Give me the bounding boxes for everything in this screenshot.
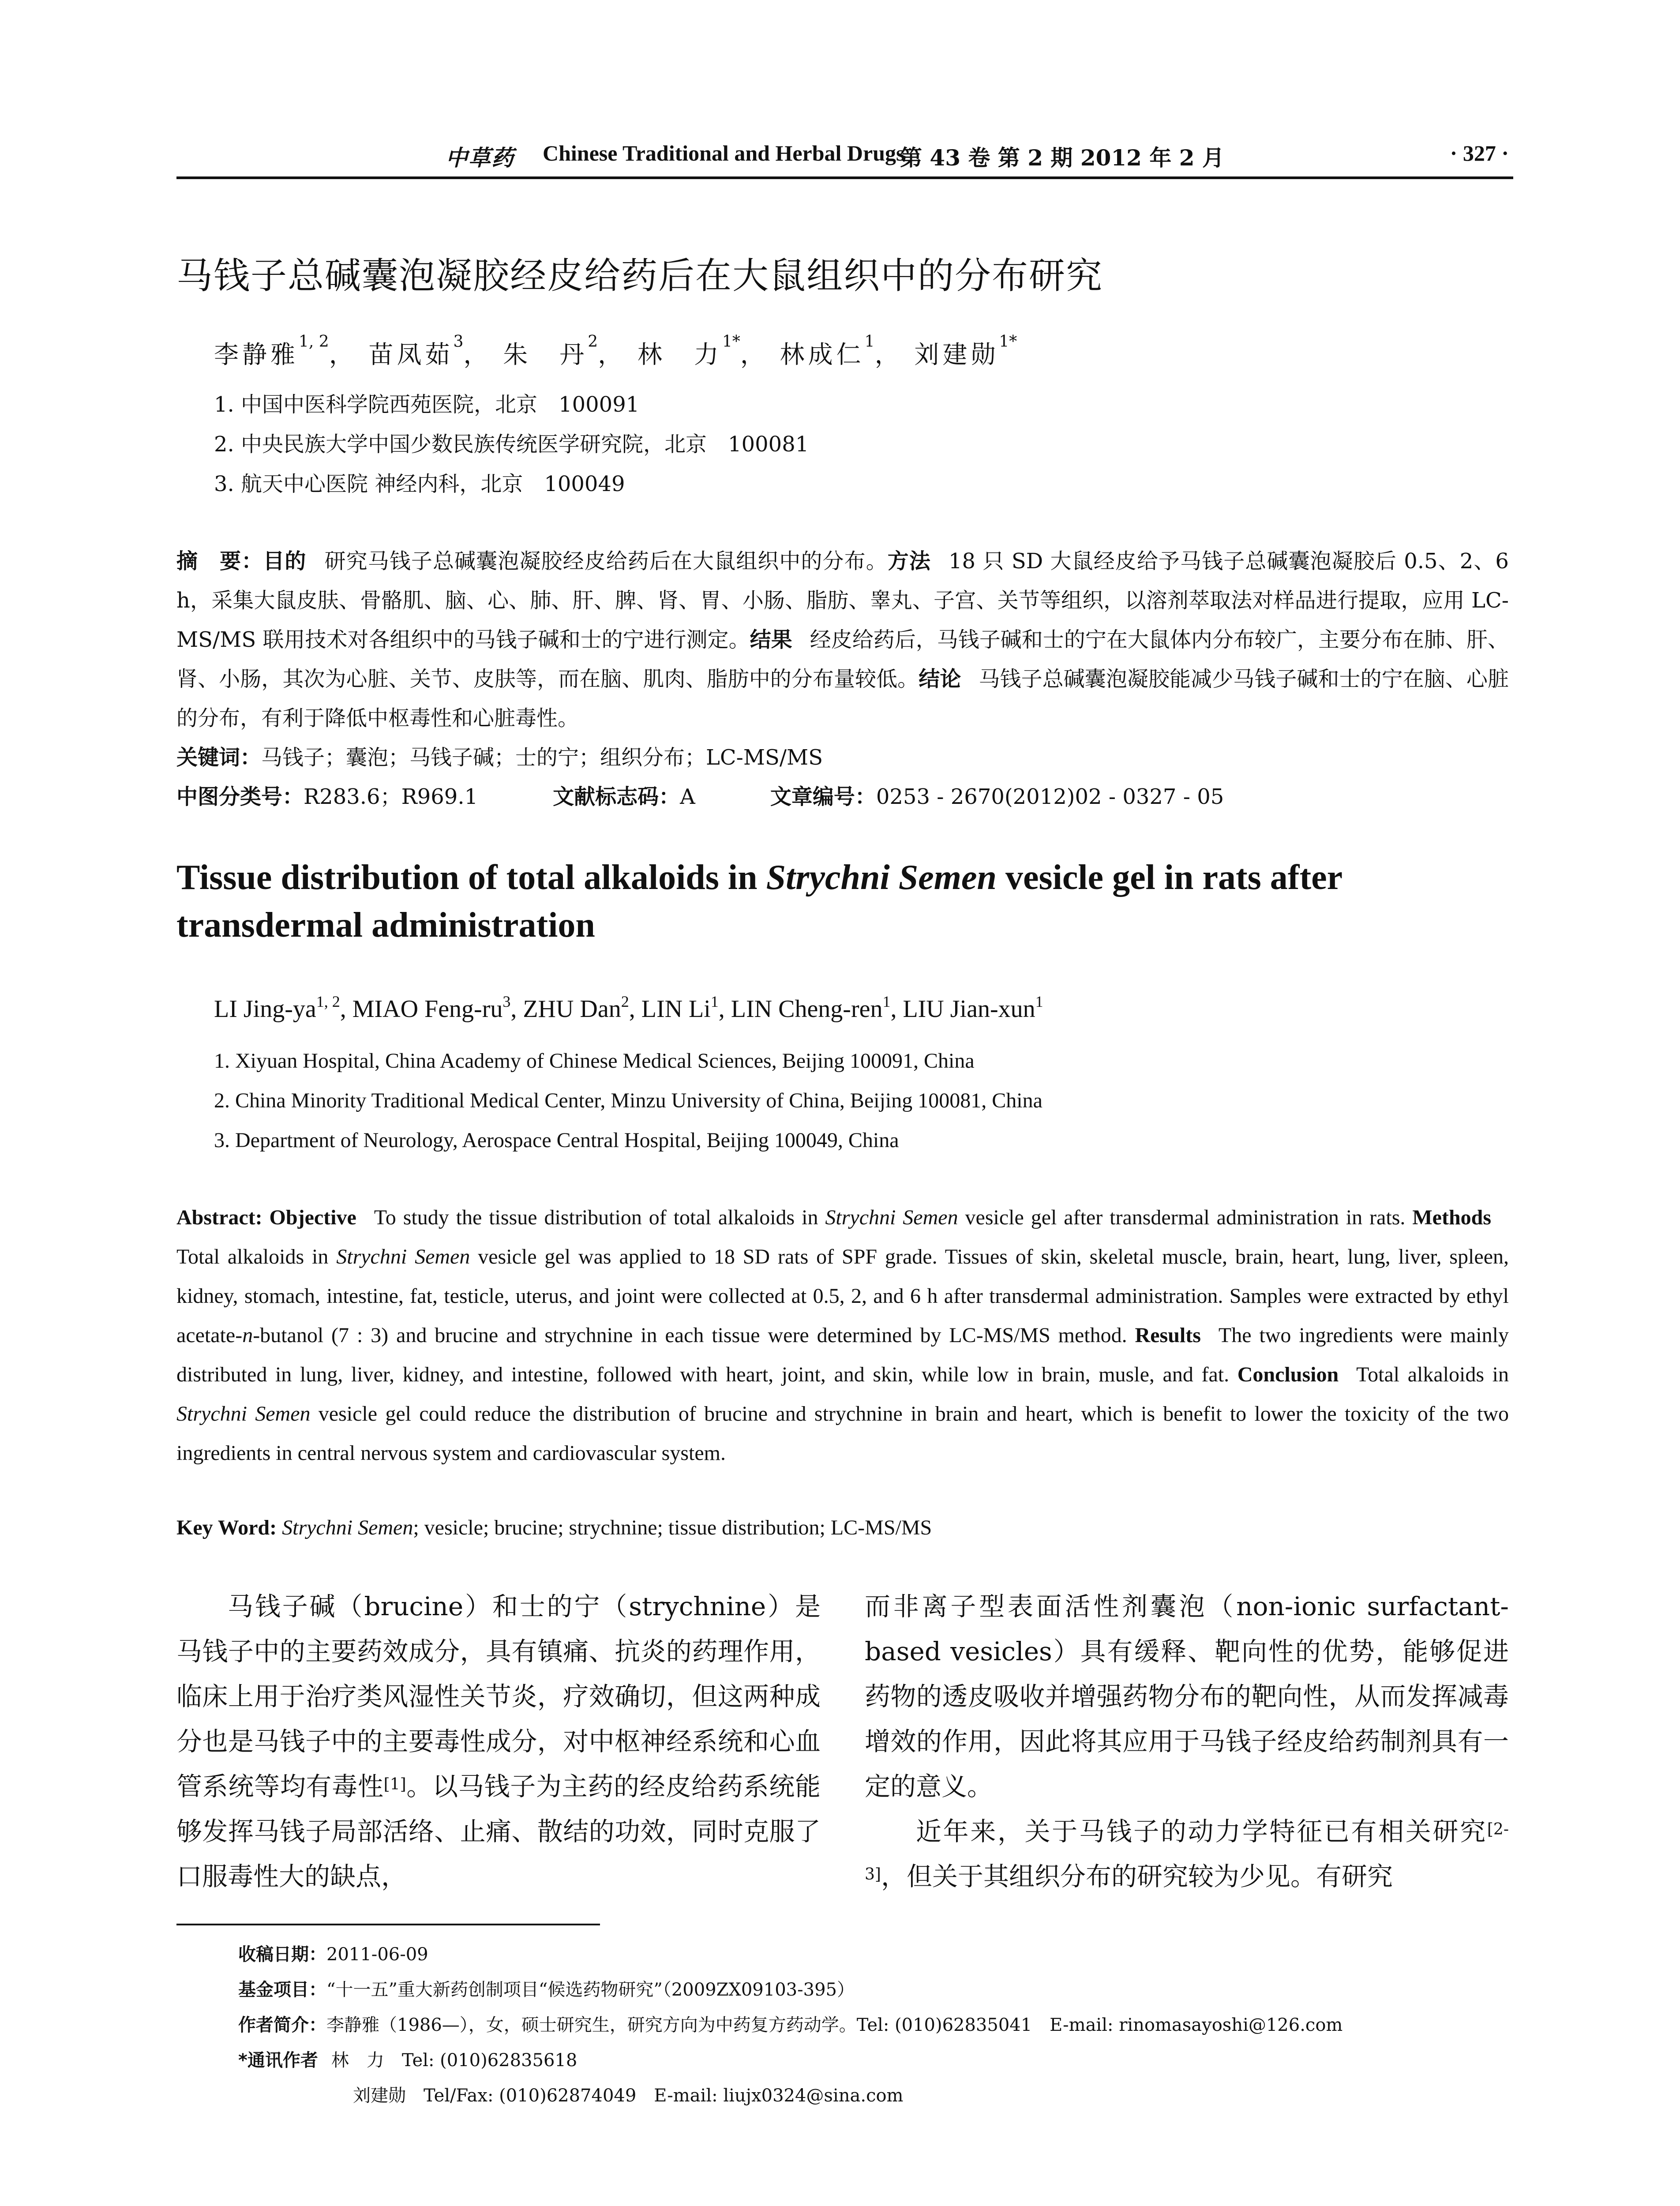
keywords-italic: Strychni Semen — [282, 1516, 413, 1539]
results-label-en: Results — [1135, 1324, 1201, 1347]
footnote-fund — [238, 1976, 855, 2001]
bio-text: 李静雅（1986—），女，硕士研究生，研究方向为中药复方药动学。Tel: (010)62835041 E-mail: rinomasayoshi@126.com — [326, 2015, 1343, 2035]
title-chinese: 马钱子总碱囊泡凝胶经皮给药后在大鼠组织中的分布研究 — [176, 255, 1103, 297]
species-italic: Strychni Semen — [176, 1402, 311, 1426]
received-date: 2011-06-09 — [326, 1944, 428, 1965]
authors-chinese: 李静雅$^{1, 2}$， 苗凤茹$^3$， 朱 丹$^2$， 林 力$^{1*}$， 林成仁$^1$， 刘建勋$^{1*}$ — [214, 333, 1017, 369]
affiliation-en-3: 3. Department of Neurology, Aerospace Central Hospital, Beijing 100049, China — [214, 1129, 899, 1152]
abstract-chinese — [176, 542, 1509, 738]
affiliation-cn-2: 2. 中央民族大学中国少数民族传统医学研究院，北京 100081 — [214, 432, 809, 457]
body-column-left — [176, 1584, 821, 1899]
body-paragraph — [865, 1809, 1509, 1899]
keywords-text-cn: 马钱子；囊泡；马钱子碱；士的宁；组织分布；LC-MS/MS — [261, 745, 823, 770]
results-text-en: The two ingredients were mainly distributed in lung, liver, kidney, and intestine, followed with heart, joint, and skin, while low in brain, musle, and fat. — [176, 1324, 1509, 1386]
methods-text-cn: 18 只 SD 大鼠经皮给予马钱子总碱囊泡凝胶后 0.5、2、6 h，采集大鼠皮肤、骨骼肌、脑、心、肺、肝、脾、肾、胃、小肠、脂肪、睾丸、子宫、关节等组织，以溶剂萃取法对样品进行提取，应用 LC-MS/MS 联用技术对各组织中的马钱子碱和士的宁进行测定。 — [176, 549, 1509, 652]
methods-text-en-c: -butanol (7 : 3) and brucine and strychnine in each tissue were determined by LC-MS/MS method. — [253, 1324, 1127, 1347]
affiliation-en-2: 2. China Minority Traditional Medical Center, Minzu University of China, Beijing 100081, China — [214, 1089, 1042, 1112]
affiliation-cn-1: 1. 中国中医科学院西苑医院，北京 100091 — [214, 392, 640, 417]
fund-label: 基金项目： — [238, 1980, 326, 2000]
author-affil-sup: 1, 2 — [299, 333, 329, 351]
author-affil-sup: 2 — [621, 993, 629, 1010]
author-name: 林成仁 — [780, 341, 865, 369]
methods-text-en: Total alkaloids in — [176, 1245, 337, 1268]
received-label: 收稿日期： — [238, 1944, 326, 1965]
keywords-text-en: ; vesicle; brucine; strychnine; tissue distribution; LC-MS/MS — [413, 1516, 932, 1539]
objective-text-cn: 研究马钱子总碱囊泡凝胶经皮给药后在大鼠组织中的分布。 — [324, 549, 888, 574]
objective-text-en-b: vesicle gel after transdermal administration in rats. — [958, 1206, 1406, 1229]
author-name-en: LIN Li — [641, 995, 711, 1023]
title-en-part1: Tissue distribution of total alkaloids in — [176, 858, 766, 897]
keywords-english — [176, 1516, 932, 1540]
body-text: 。以马钱子为主药的经皮给药系统能够发挥马钱子局部活络、止痛、散结的功效，同时克服了口服毒性大的缺点， — [176, 1771, 821, 1891]
author-affil-sup: 3 — [453, 333, 464, 351]
abstract-english — [176, 1198, 1509, 1473]
page-number: · 327 · — [1450, 141, 1509, 165]
author-affil-sup: 1 — [1035, 993, 1043, 1010]
objective-label-en: Objective — [269, 1206, 356, 1229]
conclusion-text-en-b: vesicle gel could reduce the distribution of brucine and strychnine in brain and heart, which is benefit to lower the toxicity of the two ingredients in central nervous system and cardiovascular system. — [176, 1402, 1509, 1465]
author-name: 苗凤茹 — [368, 341, 454, 369]
bio-label: 作者简介： — [238, 2015, 326, 2035]
keywords-chinese — [176, 738, 1509, 777]
conclusion-label-en: Conclusion — [1237, 1363, 1339, 1386]
footnote-author-bio — [238, 2011, 1342, 2036]
author-name-en: MIAO Feng-ru — [352, 995, 503, 1023]
citation-ref[interactable]: [1] — [383, 1775, 406, 1793]
body-text: 马钱子碱（brucine）和士的宁（strychnine）是马钱子中的主要药效成分，具有镇痛、抗炎的药理作用，临床上用于治疗类风湿性关节炎，疗效确切，但这两种成分也是马钱子中的主要毒性成分，对中枢神经系统和心血管系统等均有毒性 — [176, 1591, 821, 1801]
author-affil-sup: 1 — [864, 333, 875, 351]
header-rule — [176, 176, 1513, 179]
objective-text-en: To study the tissue distribution of total alkaloids in — [374, 1206, 825, 1229]
author-name-en: LI Jing-ya — [214, 995, 316, 1023]
article-id-value: 0253 - 2670(2012)02 - 0327 - 05 — [876, 784, 1224, 809]
results-text-cn: 经皮给药后，马钱子碱和士的宁在大鼠体内分布较广，主要分布在肺、肝、肾、小肠，其次为心脏、关节、皮肤等，而在脑、肌肉、脂肪中的分布量较低。 — [176, 627, 1509, 691]
conclusion-label-cn: 结论 — [919, 667, 961, 691]
author-name: 李静雅 — [214, 341, 299, 369]
author-affil-sup: 1* — [722, 333, 740, 351]
author-affil-sup: 2 — [588, 333, 598, 351]
n-italic: n — [242, 1324, 253, 1347]
methods-text-en-b: vesicle gel was applied to 18 SD rats of SPF grade. Tissues of skin, skeletal muscle, brain, heart, lung, liver, spleen, kidney, stomach, intestine, fat, testicle, uterus, and joint were collected at 0.5, 2, and 6 h after transdermal administration. Samples were extracted by ethyl acetate- — [176, 1245, 1509, 1347]
conclusion-text-cn: 马钱子总碱囊泡凝胶能减少马钱子碱和士的宁在脑、心脏的分布，有利于降低中枢毒性和心脏毒性。 — [176, 667, 1509, 731]
title-en-part2: vesicle gel in rats after transdermal administration — [176, 858, 1342, 945]
title-en-italic: Strychni Semen — [766, 858, 997, 897]
methods-label-en: Methods — [1412, 1206, 1492, 1229]
abstract-label-cn: 摘 要： — [176, 549, 263, 574]
footnote-rule — [176, 1924, 600, 1925]
footnote-received — [238, 1940, 428, 1966]
clc-label: 中图分类号： — [176, 784, 304, 809]
objective-label-cn: 目的 — [263, 549, 307, 574]
article-id-label: 文章编号： — [770, 784, 876, 809]
keywords-label-en: Key Word: — [176, 1516, 282, 1539]
results-label-cn: 结果 — [750, 627, 792, 652]
footnote-corresponding-2: 刘建勋 Tel/Fax: (010)62874049 E-mail: liujx0324@sina.com — [353, 2086, 904, 2106]
classification-line — [176, 777, 1509, 817]
affiliation-en-1: 1. Xiyuan Hospital, China Academy of Chinese Medical Sciences, Beijing 100091, China — [214, 1049, 975, 1073]
title-english — [176, 854, 1500, 949]
author-name-en: ZHU Dan — [523, 995, 621, 1023]
fund-text: “十一五”重大新药创制项目“候选药物研究”（2009ZX09103-395） — [326, 1980, 855, 2000]
doc-code-label: 文献标志码： — [553, 784, 680, 809]
author-name: 朱 丹 — [503, 341, 588, 369]
journal-name: Chinese Traditional and Herbal Drugs — [543, 141, 905, 165]
keywords-label-cn: 关键词： — [176, 745, 262, 770]
author-affil-sup: 1 — [710, 993, 719, 1010]
methods-label-cn: 方法 — [887, 549, 931, 574]
corr-author-1: 林 力 Tel: (010)62835618 — [331, 2050, 578, 2071]
conclusion-text-en: Total alkaloids in — [1356, 1363, 1509, 1386]
body-paragraph — [176, 1584, 821, 1899]
body-paragraph: 而非离子型表面活性剂囊泡（non-ionic surfactant-based vesicles）具有缓释、靶向性的优势，能够促进药物的透皮吸收并增强药物分布的靶向性，从而发挥减毒增效的作用，因此将其应用于马钱子经皮给药制剂具有一定的意义。 — [865, 1591, 1509, 1801]
author-affil-sup: 3 — [502, 993, 511, 1010]
species-italic: Strychni Semen — [825, 1206, 958, 1229]
author-affil-sup: 1* — [999, 333, 1017, 351]
issue-info: 第 43 卷 第 2 期 2012 年 2 月 — [900, 145, 1224, 171]
author-name: 刘建勋 — [914, 341, 999, 369]
journal-brand: 中草药 — [446, 145, 514, 171]
citation-ref[interactable]: [2-3] — [865, 1820, 1509, 1883]
affiliation-cn-3: 3. 航天中心医院 神经内科，北京 100049 — [214, 472, 625, 496]
author-affil-sup: 1 — [882, 993, 891, 1010]
body-text: 近年来，关于马钱子的动力学特征已有相关研究 — [916, 1816, 1487, 1846]
authors-english: LI Jing-ya$^{1, 2}$, MIAO Feng-$ru^3$, ZHU Dan$^2$, LIN Li$^1$, LIN Cheng-ren$^1$, LIU Jian-xun$^1$ — [214, 993, 1043, 1023]
species-italic: Strychni Semen — [336, 1245, 470, 1268]
author-name-en: LIU Jian-xun — [903, 995, 1035, 1023]
author-name: 林 力 — [637, 341, 722, 369]
running-header — [176, 140, 1509, 176]
corr-label: *通讯作者 — [238, 2050, 318, 2071]
author-affil-sup: 1, 2 — [316, 993, 340, 1010]
body-text: ，但关于其组织分布的研究较为少见。有研究 — [881, 1861, 1393, 1891]
abstract-label-en: Abstract: — [176, 1206, 270, 1229]
clc-value: R283.6；R969.1 — [304, 784, 478, 809]
author-name-en: LIN Cheng-ren — [731, 995, 883, 1023]
body-column-right — [865, 1584, 1509, 1899]
footnote-corresponding — [238, 2046, 577, 2071]
doc-code-value: A — [680, 784, 695, 809]
